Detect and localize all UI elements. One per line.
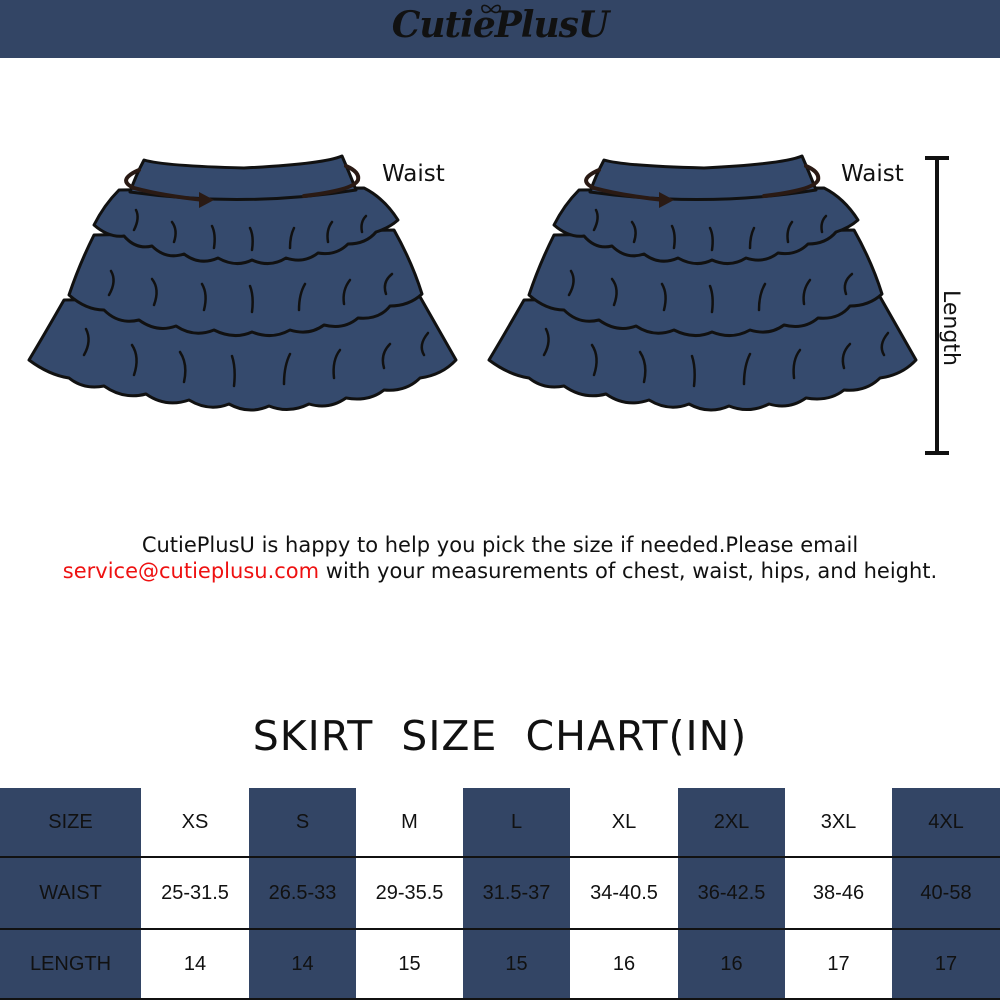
help-line-2-rest: with your measurements of chest, waist, hips, and height. <box>319 559 938 583</box>
service-email-link[interactable]: service@cutieplusu.com <box>62 559 320 583</box>
length-cell: 16 <box>678 929 785 999</box>
waist-cell: 31.5-37 <box>463 857 570 929</box>
size-cell: L <box>463 788 570 857</box>
table-row-size <box>0 788 1000 857</box>
waist-cell: 36-42.5 <box>678 857 785 929</box>
length-cell: 15 <box>356 929 463 999</box>
row-header-size: SIZE <box>0 788 141 857</box>
length-cell: 16 <box>570 929 678 999</box>
help-line-1: CutiePlusU is happy to help you pick the size if needed.Please email <box>141 533 859 557</box>
size-cell: 3XL <box>785 788 892 857</box>
length-cell: 17 <box>785 929 892 999</box>
size-cell: XL <box>570 788 678 857</box>
waist-cell: 26.5-33 <box>249 857 356 929</box>
waist-cell: 34-40.5 <box>570 857 678 929</box>
skirt-length-illustration <box>484 150 924 420</box>
brand-logo: CutiePlusU <box>391 4 609 46</box>
size-cell: M <box>356 788 463 857</box>
size-cell: XS <box>141 788 249 857</box>
waist-label-right: Waist <box>841 161 904 187</box>
length-cell: 14 <box>141 929 249 999</box>
help-text <box>0 532 1000 584</box>
size-chart-title: SKIRT SIZE CHART(IN) <box>252 712 748 760</box>
waist-label-left: Waist <box>382 161 445 187</box>
waist-cell: 38-46 <box>785 857 892 929</box>
row-header-waist: WAIST <box>0 857 141 929</box>
size-chart-table <box>0 788 1000 1000</box>
length-cell: 17 <box>892 929 1000 999</box>
table-row-length <box>0 929 1000 999</box>
row-header-length: LENGTH <box>0 929 141 999</box>
size-cell: 4XL <box>892 788 1000 857</box>
waist-cell: 29-35.5 <box>356 857 463 929</box>
waist-cell: 40-58 <box>892 857 1000 929</box>
skirt-waist-illustration <box>24 150 464 420</box>
size-cell: 2XL <box>678 788 785 857</box>
brand-header-bar <box>0 0 1000 58</box>
length-cell: 14 <box>249 929 356 999</box>
length-cell: 15 <box>463 929 570 999</box>
size-cell: S <box>249 788 356 857</box>
waist-cell: 25-31.5 <box>141 857 249 929</box>
length-label: Length <box>938 290 963 366</box>
help-line-2 <box>0 558 1000 584</box>
table-row-waist <box>0 857 1000 929</box>
